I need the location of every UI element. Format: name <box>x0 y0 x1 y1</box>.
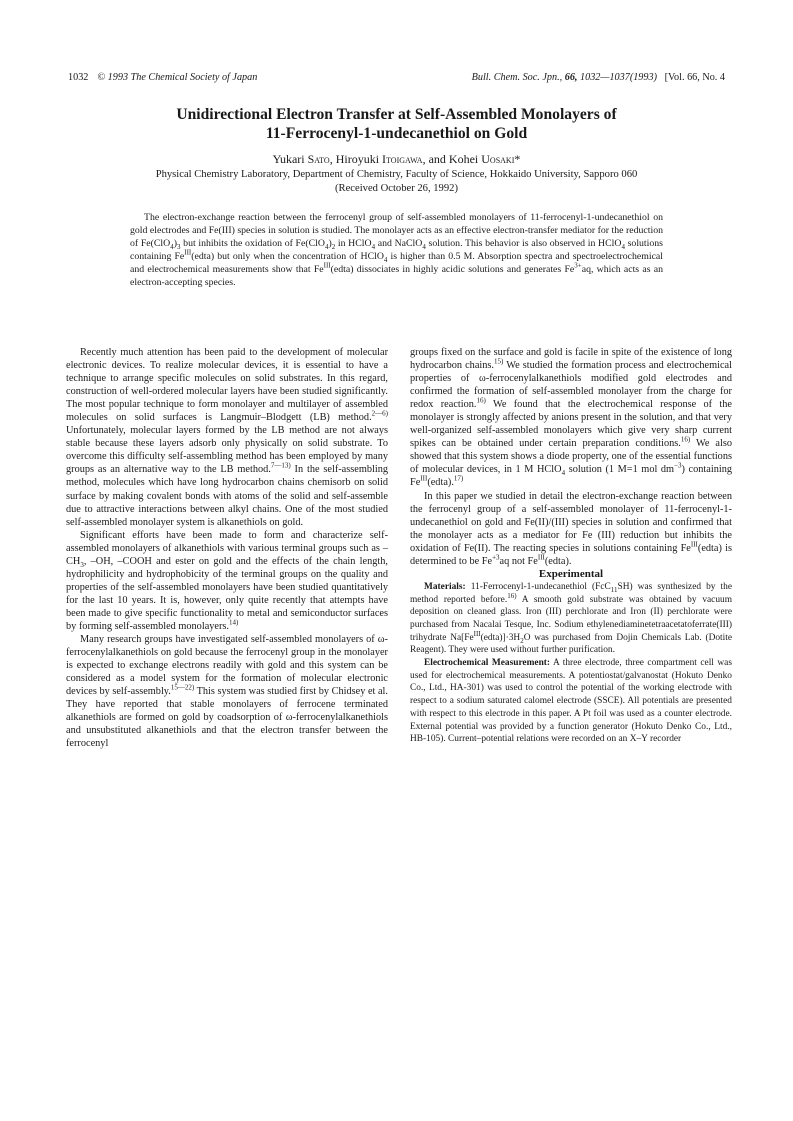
running-header <box>68 72 725 88</box>
author-3-last: Uosaki <box>481 152 515 166</box>
affiliation: Physical Chemistry Laboratory, Department of Chemistry, Faculty of Science, Hokkaido University, Sapporo 060 <box>155 169 638 180</box>
header-left <box>68 72 257 83</box>
title-line-1: Unidirectional Electron Transfer at Self-Assembled Monolayers of <box>176 106 617 123</box>
author-sep: , <box>329 152 336 166</box>
paragraph: groups fixed on the surface and gold is facile in spite of the existence of long hydrocarbon chains.$^{15)}$ We studied the formation process and electrochemical properties of ω-ferrocenylalkanethiols modified gold electrodes and confirmed the formation of self-assembled monolayer from the charge for redox reaction.$^{16)}$ We found that the electrochemical response of the monolayer is strongly affected by anions present in the solution, and that very well-organized self-assembled monolayers which give very sharp current spikes can be obtained under certain preparation conditions.$^{16)}$ We also showed that this system shows a diode property, one of the essential functions of molecular devices, in 1 M HClO$_4$ solution (1 M=1 mol $dm^{-3}$) containing $Fe^{III}(edta).^{17)}$ <box>410 347 733 489</box>
author-1-last: Sato <box>307 152 330 166</box>
author-1-first: Yukari <box>272 152 308 166</box>
author-2-last: Itoigawa <box>382 152 423 166</box>
header-right <box>472 72 725 83</box>
abstract: The electron-exchange reaction between the ferrocenyl group of self-assembled monolayers of 11-ferrocenyl-1-undecanethiol on gold electrodes and Fe(III) species in solution is studied. The monolayer acts as an effective electron-transfer mediator for the reduction of $Fe(ClO_4)_3$ but inhibits the oxidation of $Fe(ClO_4)_2$ in HClO$_4$ and NaClO$_4$ solution. This behavior is also observed in HClO$_4$ solutions containing $Fe^{III}(edta)$ but only when the concentration of HClO$_4$ is higher than 0.5 M. Absorption spectra and spectroelectrochemical and electrochemical measurements show that $Fe^{III}(edta)$ dissociates in highly acidic solutions and generates $Fe^{3+}aq$, which acts as an electron-accepting species. <box>130 212 664 289</box>
author-and: , and Kohei <box>422 152 482 166</box>
journal-name: Bull. Chem. Soc. Jpn., <box>471 72 563 83</box>
paper-title <box>60 105 733 143</box>
copyright-notice: © 1993 The Chemical Society of Japan <box>97 72 258 83</box>
section-heading: Experimental <box>538 567 604 580</box>
author-2-first: Hiroyuki <box>335 152 383 166</box>
paragraph: Significant efforts have been made to form and characterize self-assembled monolayers of alkanethiols with various terminal groups such as $-CH_3$, –OH, –COOH and ester on gold and the effects of the chain length, hydrophilicity and hydrophobicity of the terminal groups on the quality and properties of the self-assembled monolayers have been studied quantitatively for the last 10 years. It is, however, only quite recently that attempts have been made to give specific functionality to metal and semiconductor surfaces by forming self-assembled monolayers.$^{14)}$ <box>66 529 388 632</box>
paragraph: Many research groups have investigated self-assembled monolayers of ω-ferrocenylalkanethiols on gold because the ferrocenyl group in the monolayer is expected to exchange electrons readily with gold and this system can be considered as a model system for the formation of molecular electronic devices by self-assembly.$^{15—22)}$ This system was studied first by Chidsey et al. They have reported that stable monolayers of ferrocene terminated alkanethiols are formed on gold by coadsorption of ω-ferrocenylalkanethiols and unsubstituted alkanethiols and that the electron transfer between the ferrocenyl <box>66 634 388 750</box>
volume-issue: [Vol. 66, No. 4 <box>664 72 725 83</box>
paragraph-materials: Materials: 11-Ferrocenyl-1-undecanethiol (FcC$_{11}$SH) was synthesized by the method reported before.$^{16)}$ A smooth gold substrate was obtained by vacuum deposition on cleaned glass. Iron (III) perchlorate and Iron (II) perchlorate were purchased from Nacalai Tesque, Inc. Sodium ethylenediaminetetraacetatoferrate(III) trihydrate $Na[Fe^{III}(edta)]\cdot 3H_2O$ was purchased from Dojin Chemicals Lab. (Dotite Reagent). They were used without further purification. <box>410 581 733 656</box>
title-line-2: 11-Ferrocenyl-1-undecanethiol on Gold <box>265 125 528 142</box>
page-number: 1032 <box>68 72 89 83</box>
affiliation-block <box>60 168 733 196</box>
author-list <box>60 152 733 167</box>
corresponding-mark: * <box>514 152 521 166</box>
paragraph: In this paper we studied in detail the electron-exchange reaction between the ferrocenyl group of a self-assembled monolayer of 11-ferrocenyl-1-undecanethiol on gold and Fe(II)/(III) species in solution and confirmed that the monolayer acts as a mediator for Fe (III) reduction but inhibits the oxidation of Fe(II). The reacting species in solutions containing $Fe^{III}(edta)$ is determined to be $Fe^{+3}aq$ not $Fe^{III}(edta)$. <box>410 490 733 567</box>
received-date: (Received October 26, 1992) <box>335 183 458 194</box>
paragraph-electrochemical: Electrochemical Measurement: A three electrode, three compartment cell was used for electrochemical measurements. A potentiostat/galvanostat (Hokuto Denko Co., Ltd., HA-301) was used to control the potential of the working electrode with respect to a sodium saturated calomel electrode (SSCE). All potentials are presented with respect to this electrode in this paper. A Pt foil was used as a counter electrode. External potential was provided by a function generator (Hokuto Denko Co., Ltd., HB-105). Current–potential relations were recorded on an X–Y recorder <box>410 658 732 745</box>
journal-pages: 1032—1037(1993) <box>580 72 657 83</box>
journal-volume: 66, <box>564 72 578 83</box>
body-column-left <box>66 346 388 750</box>
body-column-right <box>410 346 732 746</box>
paragraph: Recently much attention has been paid to the development of molecular electronic devices. To realize molecular devices, it is essential to have a technique to arrange specific molecules on solid substrates. In this regard, construction of well-ordered molecular layers have been studied significantly. The most popular technique to form monolayer and multilayer of assembled molecules on solid surfaces is Langmuir–Blodgett (LB) method.$^{2—6)}$ Unfortunately, molecular layers formed by the LB method are not always stable because these layers adsorb only physically on solid substrate. To overcome this difficulty self-assembling method has been employed by many groups as an alternative way to the LB method.$^{7—13)}$ In the self-assembling method, molecules which have long hydrocarbon chains chemisorb on solid surface by making covalent bonds with atoms of the solid and self-assemble due to attractive interactions between alkyl chains. One of the most studied self-assembled monolayer system is alkanethiols on gold. <box>66 347 389 528</box>
